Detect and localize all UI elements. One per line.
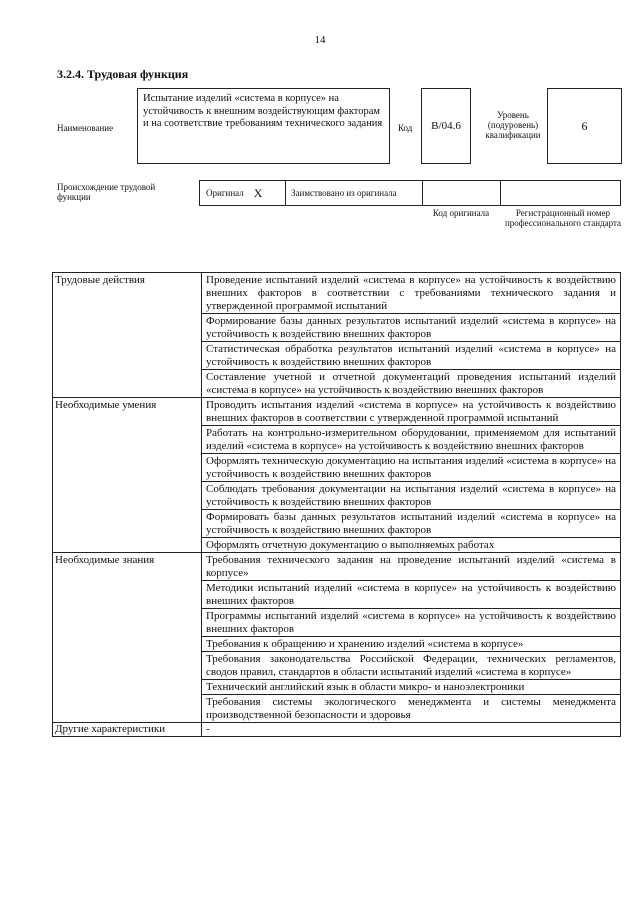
section-title: 3.2.4. Трудовая функция — [57, 67, 189, 81]
code-original-label: Код оригинала — [432, 208, 490, 218]
item-cell: Формировать базы данных результатов испытаний изделий «система в корпусе» на устойчивость к воздействию внешних факторов — [202, 510, 621, 538]
origin-table — [199, 180, 622, 206]
original-label: Оригинал — [206, 188, 244, 198]
item-cell: Оформлять техническую документацию на испытания изделий «система в корпусе» на устойчивость к воздействию внешних факторов — [202, 454, 621, 482]
borrowed-label: Заимствовано из оригинала — [291, 188, 397, 198]
origin-label: Происхождение трудовой функции — [57, 182, 156, 202]
reg-number-cell — [500, 180, 621, 206]
item-cell: Требования системы экологического менеджмента и системы менеджмента производственной безопасности и здоровья — [202, 695, 621, 723]
item-cell: Требования законодательства Российской Федерации, технических регламентов, сводов правил, стандартов в области испытаний изделий «система в корпусе» — [202, 652, 621, 680]
table-row — [53, 398, 621, 426]
table-row — [53, 273, 621, 314]
table-row — [53, 553, 621, 581]
category-cell: Трудовые действия — [53, 273, 202, 398]
function-name-box: Испытание изделий «система в корпусе» на устойчивость к внешним воздействующим факторам и на соответствие требованиям технического задания — [137, 88, 390, 164]
item-cell: Статистическая обработка результатов испытаний изделий «система в корпусе» на устойчивость к воздействию внешних факторов — [202, 342, 621, 370]
item-cell: Оформлять отчетную документацию о выполняемых работах — [202, 538, 621, 553]
reg-number-label: Регистрационный номер профессионального стандарта — [504, 208, 622, 228]
table-row — [53, 723, 621, 737]
original-mark: X — [253, 185, 263, 200]
item-cell: Проводить испытания изделий «система в корпусе» на устойчивость к воздействию внешних факторов в соответствии с утвержденной программой испытаний — [202, 398, 621, 426]
item-cell: Работать на контрольно-измерительном оборудовании, применяемом для испытаний изделий «система в корпусе» на устойчивость к воздействию внешних факторов — [202, 426, 621, 454]
item-cell: Проведение испытаний изделий «система в корпусе» на устойчивость к воздействию внешних факторов в соответствии с требованиями технического задания и утвержденной программой испытаний — [202, 273, 621, 314]
function-details-table — [52, 272, 621, 737]
item-cell: Программы испытаний изделий «система в корпусе» на устойчивость к воздействию внешних факторов — [202, 609, 621, 637]
borrowed-cell — [285, 180, 423, 206]
code-original-cell — [422, 180, 501, 206]
level-value-box: 6 — [547, 88, 622, 164]
item-cell: Технический английский язык в области микро- и наноэлектроники — [202, 680, 621, 695]
item-cell: - — [202, 723, 621, 737]
original-cell — [199, 180, 286, 206]
item-cell: Составление учетной и отчетной документаций проведения испытаний изделий «система в корпусе» на устойчивость к воздействию внешних факторов — [202, 370, 621, 398]
name-label: Наименование — [57, 123, 114, 133]
level-label: Уровень (подуровень) квалификации — [485, 110, 541, 140]
category-cell: Необходимые умения — [53, 398, 202, 553]
item-cell: Требования к обращению и хранению изделий «система в корпусе» — [202, 637, 621, 652]
item-cell: Формирование базы данных результатов испытаний изделий «система в корпусе» на устойчивость к воздействию внешних факторов — [202, 314, 621, 342]
code-label: Код — [398, 123, 413, 133]
item-cell: Соблюдать требования документации на испытания изделий «система в корпусе» на устойчивость к воздействию внешних факторов — [202, 482, 621, 510]
page-number: 14 — [314, 34, 326, 46]
code-value-box: B/04.6 — [421, 88, 471, 164]
item-cell: Требования технического задания на проведение испытаний изделий «система в корпусе» — [202, 553, 621, 581]
category-cell: Другие характеристики — [53, 723, 202, 737]
item-cell: Методики испытаний изделий «система в корпусе» на устойчивость к воздействию внешних факторов — [202, 581, 621, 609]
category-cell: Необходимые знания — [53, 553, 202, 723]
